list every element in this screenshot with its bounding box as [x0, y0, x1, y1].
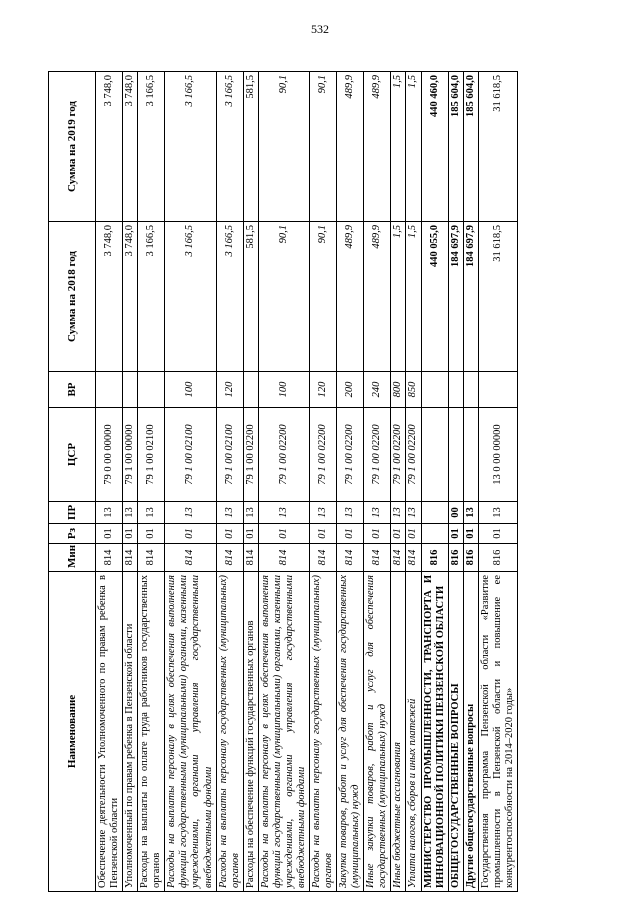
header-rz: Рз [49, 524, 96, 544]
cell-sum-2018: 1,5 [391, 222, 406, 372]
cell-rz: 01 [165, 524, 216, 544]
cell-pr [421, 502, 448, 524]
cell-vr [123, 372, 138, 408]
cell-rz: 01 [243, 524, 258, 544]
cell-name: Закупка товаров, работ и услуг для обеспечения государственных (муниципальных) нужд [337, 572, 364, 892]
cell-pr: 13 [463, 502, 478, 524]
cell-sum-2018: 489,9 [364, 222, 391, 372]
cell-name: Расходы на выплаты персоналу государственных (муниципальных) органов [216, 572, 243, 892]
cell-vr: 100 [258, 372, 309, 408]
cell-csr: 79 1 00 02200 [391, 408, 406, 502]
cell-csr: 79 1 00 02200 [337, 408, 364, 502]
table-row [138, 72, 165, 892]
cell-min: 814 [391, 544, 406, 572]
cell-min: 814 [258, 544, 309, 572]
cell-sum-2019: 185 604,0 [448, 72, 463, 222]
cell-sum-2018: 90,1 [310, 222, 337, 372]
cell-min: 816 [448, 544, 463, 572]
table-row [165, 72, 216, 892]
cell-pr: 13 [310, 502, 337, 524]
cell-csr: 79 1 00 02100 [216, 408, 243, 502]
table-row [448, 72, 463, 892]
cell-vr [243, 372, 258, 408]
cell-sum-2019: 90,1 [258, 72, 309, 222]
cell-csr: 79 1 00 00000 [123, 408, 138, 502]
cell-rz: 01 [123, 524, 138, 544]
cell-vr [463, 372, 478, 408]
cell-name: ОБЩЕГОСУДАРСТВЕННЫЕ ВОПРОСЫ [448, 572, 463, 892]
cell-vr: 120 [216, 372, 243, 408]
table-header [49, 72, 96, 892]
cell-sum-2018: 184 697,9 [463, 222, 478, 372]
cell-csr: 79 0 00 00000 [96, 408, 123, 502]
cell-name: Другие общегосударственные вопросы [463, 572, 478, 892]
cell-rz: 01 [406, 524, 421, 544]
cell-csr: 79 1 00 02100 [138, 408, 165, 502]
table-row [337, 72, 364, 892]
table-row [96, 72, 123, 892]
header-pr: ПР [49, 502, 96, 524]
cell-sum-2018: 3 166,5 [138, 222, 165, 372]
cell-name: Расходы на выплаты персоналу в целях обеспечения выполнения функций государственными (муниципальными) органами, казенными учреждениями, органами управления государственными внебюджетными фондами [165, 572, 216, 892]
header-vr: ВР [49, 372, 96, 408]
cell-vr: 240 [364, 372, 391, 408]
cell-rz: 01 [364, 524, 391, 544]
cell-min: 816 [478, 544, 517, 572]
cell-sum-2019: 1,5 [406, 72, 421, 222]
cell-name: Государственная программа Пензенской области «Развитие промышленности в Пензенской области и повышение ее конкурентоспособности на 2014–2020 годы» [478, 572, 517, 892]
cell-sum-2019: 3 166,5 [165, 72, 216, 222]
cell-rz: 01 [96, 524, 123, 544]
cell-pr: 13 [337, 502, 364, 524]
cell-pr: 13 [391, 502, 406, 524]
cell-csr: 79 1 00 02100 [165, 408, 216, 502]
cell-min: 814 [216, 544, 243, 572]
cell-vr [96, 372, 123, 408]
cell-sum-2018: 3 166,5 [165, 222, 216, 372]
cell-vr: 850 [406, 372, 421, 408]
table-row [123, 72, 138, 892]
cell-sum-2019: 3 166,5 [216, 72, 243, 222]
cell-rz: 01 [448, 524, 463, 544]
cell-min: 814 [337, 544, 364, 572]
table-row [478, 72, 517, 892]
cell-sum-2018: 31 618,5 [478, 222, 517, 372]
header-min: Мин [49, 544, 96, 572]
cell-min: 816 [463, 544, 478, 572]
cell-min: 816 [421, 544, 448, 572]
cell-csr: 13 0 00 00000 [478, 408, 517, 502]
cell-vr [448, 372, 463, 408]
cell-sum-2019: 1,5 [391, 72, 406, 222]
cell-pr: 00 [448, 502, 463, 524]
cell-csr [448, 408, 463, 502]
cell-name: Иные бюджетные ассигнования [391, 572, 406, 892]
cell-csr: 79 1 00 02200 [406, 408, 421, 502]
cell-name: Уполномоченный по правам ребенка в Пензенской области [123, 572, 138, 892]
cell-rz: 01 [391, 524, 406, 544]
cell-sum-2019: 3 748,0 [96, 72, 123, 222]
cell-rz: 01 [478, 524, 517, 544]
rotated-table-wrapper [48, 72, 548, 892]
cell-sum-2018: 90,1 [258, 222, 309, 372]
cell-sum-2019: 185 604,0 [463, 72, 478, 222]
cell-sum-2018: 3 748,0 [123, 222, 138, 372]
cell-name: Расходы на обеспечение функций государственных органов [243, 572, 258, 892]
cell-min: 814 [165, 544, 216, 572]
page-number: 532 [311, 22, 329, 36]
cell-pr: 13 [243, 502, 258, 524]
cell-rz: 01 [258, 524, 309, 544]
cell-rz: 01 [310, 524, 337, 544]
cell-vr: 800 [391, 372, 406, 408]
cell-min: 814 [243, 544, 258, 572]
cell-pr: 13 [123, 502, 138, 524]
cell-pr: 13 [165, 502, 216, 524]
header-sum-2018: Сумма на 2018 год [49, 222, 96, 372]
cell-min: 814 [96, 544, 123, 572]
cell-rz: 01 [463, 524, 478, 544]
table-row [421, 72, 448, 892]
cell-name: Иные закупки товаров, работ и услуг для обеспечения государственных (муниципальных) нужд [364, 572, 391, 892]
cell-rz: 01 [216, 524, 243, 544]
cell-vr [478, 372, 517, 408]
cell-sum-2018: 184 697,9 [448, 222, 463, 372]
cell-csr: 79 1 00 02200 [243, 408, 258, 502]
cell-pr: 13 [258, 502, 309, 524]
cell-sum-2018: 489,9 [337, 222, 364, 372]
cell-sum-2019: 3 166,5 [138, 72, 165, 222]
cell-rz [421, 524, 448, 544]
cell-vr: 200 [337, 372, 364, 408]
cell-name: Расходы на выплаты персоналу в целях обеспечения выполнения функций государственными (муниципальными) органами, казенными учреждениями, органами управления государственными внебюджетными фондами [258, 572, 309, 892]
cell-name: Расходы на выплаты по оплате труда работников государственных органов [138, 572, 165, 892]
cell-vr [421, 372, 448, 408]
cell-sum-2019: 489,9 [364, 72, 391, 222]
cell-csr [463, 408, 478, 502]
table-row [463, 72, 478, 892]
cell-min: 814 [123, 544, 138, 572]
cell-sum-2018: 3 166,5 [216, 222, 243, 372]
cell-sum-2019: 489,9 [337, 72, 364, 222]
cell-name: Уплата налогов, сборов и иных платежей [406, 572, 421, 892]
cell-rz: 01 [337, 524, 364, 544]
cell-name: МИНИСТЕРСТВО ПРОМЫШЛЕННОСТИ, ТРАНСПОРТА И ИННОВАЦИОННОЙ ПОЛИТИКИ ПЕНЗЕНСКОЙ ОБЛАСТИ [421, 572, 448, 892]
budget-table [48, 71, 518, 892]
table-row [391, 72, 406, 892]
cell-rz: 01 [138, 524, 165, 544]
table-row [406, 72, 421, 892]
cell-pr: 13 [138, 502, 165, 524]
cell-min: 814 [364, 544, 391, 572]
cell-sum-2018: 3 748,0 [96, 222, 123, 372]
cell-pr: 13 [478, 502, 517, 524]
cell-sum-2019: 31 618,5 [478, 72, 517, 222]
cell-csr: 79 1 00 02200 [258, 408, 309, 502]
cell-sum-2019: 90,1 [310, 72, 337, 222]
cell-pr: 13 [364, 502, 391, 524]
cell-pr: 13 [406, 502, 421, 524]
cell-csr [421, 408, 448, 502]
cell-csr: 79 1 00 02200 [364, 408, 391, 502]
cell-pr: 13 [216, 502, 243, 524]
cell-vr: 100 [165, 372, 216, 408]
cell-name: Расходы на выплаты персоналу государственных (муниципальных) органов [310, 572, 337, 892]
header-sum-2019: Сумма на 2019 год [49, 72, 96, 222]
cell-min: 814 [138, 544, 165, 572]
header-csr: ЦСР [49, 408, 96, 502]
cell-vr [138, 372, 165, 408]
table-row [364, 72, 391, 892]
table-row [216, 72, 243, 892]
cell-sum-2019: 440 460,0 [421, 72, 448, 222]
header-name: Наименование [49, 572, 96, 892]
table-body [96, 72, 518, 892]
cell-sum-2019: 581,5 [243, 72, 258, 222]
cell-csr: 79 1 00 02200 [310, 408, 337, 502]
cell-vr: 120 [310, 372, 337, 408]
cell-sum-2018: 440 055,0 [421, 222, 448, 372]
cell-sum-2018: 1,5 [406, 222, 421, 372]
table-row [258, 72, 309, 892]
table-row [243, 72, 258, 892]
cell-sum-2019: 3 748,0 [123, 72, 138, 222]
cell-min: 814 [406, 544, 421, 572]
cell-pr: 13 [96, 502, 123, 524]
table-row [310, 72, 337, 892]
cell-sum-2018: 581,5 [243, 222, 258, 372]
cell-name: Обеспечение деятельности Уполномоченного по правам ребенка в Пензенской области [96, 572, 123, 892]
cell-min: 814 [310, 544, 337, 572]
